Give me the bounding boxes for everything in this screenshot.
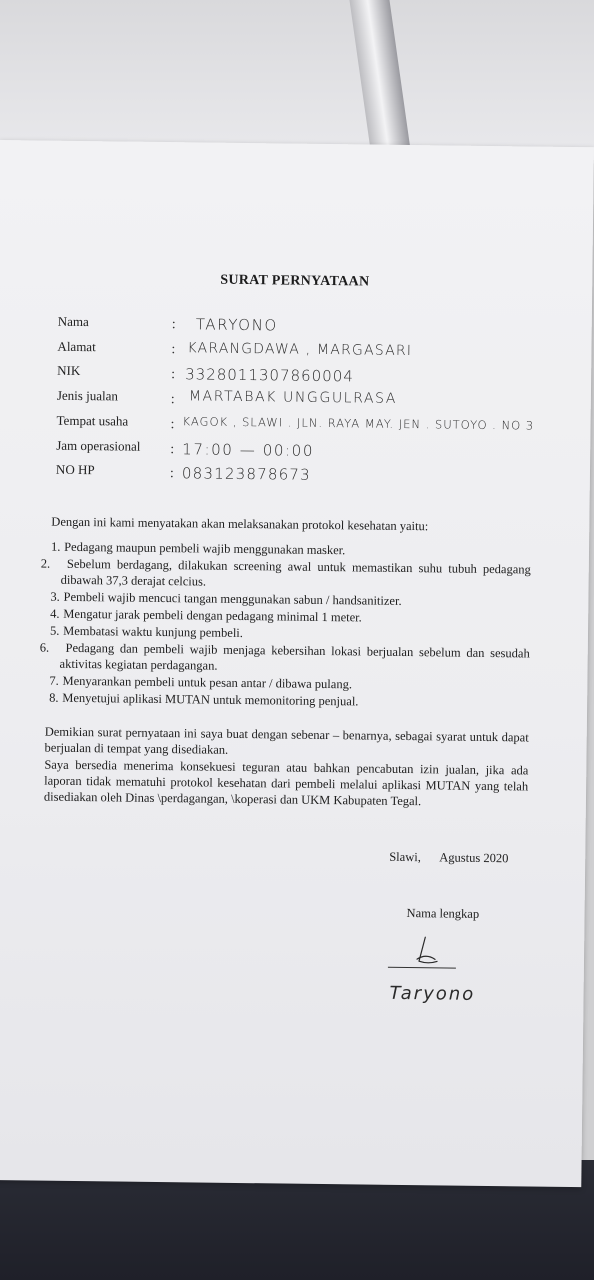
- field-label-jenis-jualan: Jenis jualan: [56, 387, 118, 404]
- list-item: 7. Menyarankan pembeli untuk pesan antar / dibawa pulang.: [49, 673, 353, 692]
- protocol-list: [39, 539, 531, 713]
- signature-scribble: [413, 935, 439, 967]
- photo-background-top: [0, 0, 594, 160]
- sign-date: Agustus 2020: [439, 850, 509, 866]
- signature-line: [388, 967, 456, 969]
- field-label-nama: Nama: [57, 313, 89, 330]
- field-label-jam-operasional: Jam operasional: [56, 437, 141, 454]
- field-label-no-hp: NO HP: [55, 461, 95, 478]
- protocol-intro: Dengan ini kami menyatakan akan melaksanakan protokol kesehatan yaitu:: [51, 514, 429, 534]
- field-separator: :: [170, 392, 175, 408]
- field-separator: :: [171, 317, 176, 333]
- list-item: 2. Sebelum berdagang, dilakukan screening awal untuk memastikan suhu tubuh pedagang dibawah 37,3 derajat celcius.: [40, 556, 531, 589]
- field-value-jam-operasional: 17:00 — 00:00: [182, 440, 315, 460]
- background-pole: [348, 0, 412, 160]
- field-separator: :: [170, 442, 175, 458]
- field-separator: :: [171, 342, 176, 358]
- field-label-nik: NIK: [57, 362, 81, 378]
- signed-name: Taryono: [389, 982, 476, 1005]
- closing-paragraph-1: Demikian surat pernyataan ini saya buat dengan sebenar – benarnya, sebagai syarat untuk dapat berjualan di tempat yang disediakan.: [44, 724, 529, 757]
- field-separator: :: [170, 417, 175, 433]
- field-label-tempat-usaha: Tempat usaha: [56, 412, 129, 429]
- list-item: 5. Membatasi waktu kunjung pembeli.: [49, 623, 244, 641]
- list-item: 6. Pedagang dan pembeli wajib menjaga kebersihan lokasi berjualan sebelum dan sesudah aktivitas kegiatan perdagangan.: [39, 640, 530, 673]
- document-sheet: [0, 140, 594, 1187]
- sign-place: Slawi,: [389, 849, 421, 865]
- closing-paragraph-2: Saya bersedia menerima konsekuesi teguran atau bahkan pencabutan izin jualan, jika ada laporan tidak mematuhi protokol kesehatan dari pembeli melalui aplikasi MUTAN yang telah disediakan oleh Dinas \perdagangan, \koperasi dan UKM Kabupaten Tegal.: [43, 757, 529, 809]
- list-item: 1. Pedagang maupun pembeli wajib menggunakan masker.: [50, 539, 346, 558]
- field-value-alamat: KARANGDAWA , MARGASARI: [187, 340, 413, 360]
- field-label-alamat: Alamat: [57, 338, 96, 355]
- field-separator: :: [169, 466, 174, 482]
- list-item: 8. Menyetujui aplikasi MUTAN untuk memonitoring penjual.: [49, 690, 359, 709]
- field-value-nama: TARYONO: [195, 315, 278, 335]
- sign-label: Nama lengkap: [406, 906, 480, 921]
- list-item: 3. Pembeli wajib mencuci tangan menggunakan sabun / handsanitizer.: [50, 589, 402, 608]
- field-separator: :: [171, 367, 176, 383]
- field-value-nik: 3328011307860004: [185, 365, 354, 386]
- field-value-jenis-jualan: MARTABAK UNGGULRASA: [188, 388, 398, 407]
- list-item: 4. Mengatur jarak pembeli dengan pedagang minimal 1 meter.: [50, 606, 362, 625]
- field-value-no-hp: 083123878673: [181, 464, 311, 484]
- field-value-tempat-usaha: KAGOK , SLAWI . JLN. RAYA MAY. JEN . SUTOYO . NO 3: [182, 414, 535, 433]
- document-title: SURAT PERNYATAAN: [220, 272, 370, 290]
